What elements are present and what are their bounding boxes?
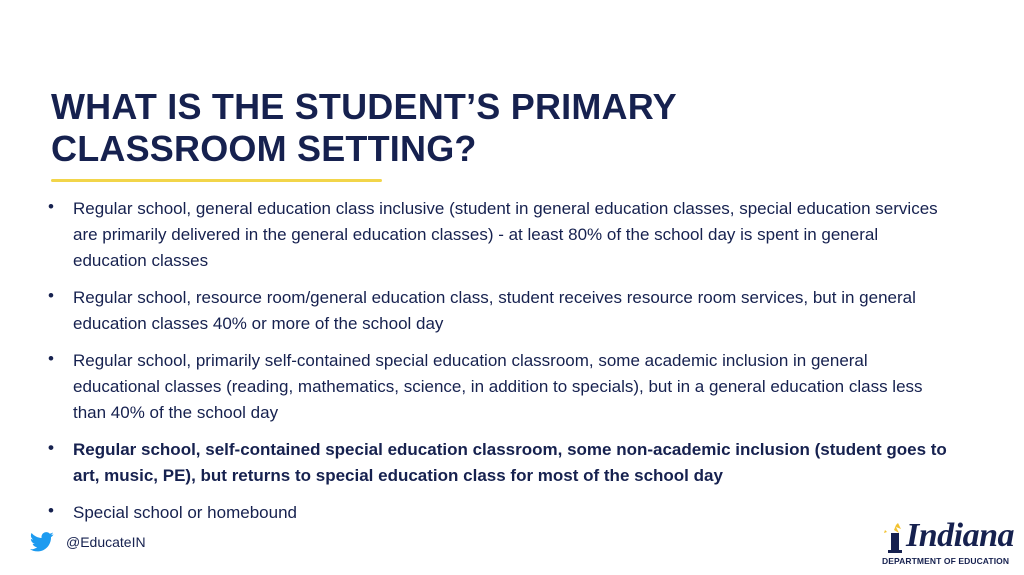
bullet-list bbox=[48, 196, 948, 537]
bullet-text: Regular school, primarily self-contained special education classroom, some academic inclusion in general educational classes (reading, mathematics, science, in addition to specials), but in a general education class less than 40% of the school day bbox=[73, 351, 923, 422]
bullet-marker: • bbox=[48, 501, 54, 520]
slide-title-line-2: CLASSROOM SETTING? bbox=[51, 128, 477, 169]
slide-title-line-1: WHAT IS THE STUDENT’S PRIMARY bbox=[51, 86, 677, 127]
bullet-text: Regular school, self-contained special education classroom, some non-academic inclusion (student goes to art, music, PE), but returns to special education class for most of the school day bbox=[73, 440, 947, 485]
bullet-item bbox=[48, 285, 948, 337]
bullet-text: Regular school, resource room/general education class, student receives resource room services, but in general education classes 40% or more of the school day bbox=[73, 288, 916, 333]
bullet-marker: • bbox=[48, 286, 54, 305]
bullet-item bbox=[48, 500, 948, 526]
logo-subtitle: DEPARTMENT OF EDUCATION bbox=[882, 556, 1010, 566]
torch-icon bbox=[882, 522, 908, 554]
bullet-marker: • bbox=[48, 349, 54, 368]
indiana-doe-logo bbox=[880, 516, 1018, 566]
twitter-icon bbox=[30, 532, 54, 552]
bullet-item bbox=[48, 196, 948, 274]
twitter-handle: @EducateIN bbox=[66, 534, 146, 550]
footer-social bbox=[30, 530, 146, 554]
logo-wordmark: Indiana bbox=[906, 517, 1014, 554]
bullet-text: Special school or homebound bbox=[73, 503, 297, 522]
bullet-item-highlighted bbox=[48, 437, 948, 489]
bullet-marker: • bbox=[48, 197, 54, 216]
bullet-item bbox=[48, 348, 948, 426]
slide-title bbox=[51, 86, 811, 170]
bullet-text: Regular school, general education class inclusive (student in general education classes, special education services are primarily delivered in the general education classes) - at least 80% of the school day is spent in general education classes bbox=[73, 199, 938, 270]
title-underline-accent bbox=[51, 179, 382, 182]
bullet-marker: • bbox=[48, 438, 54, 457]
